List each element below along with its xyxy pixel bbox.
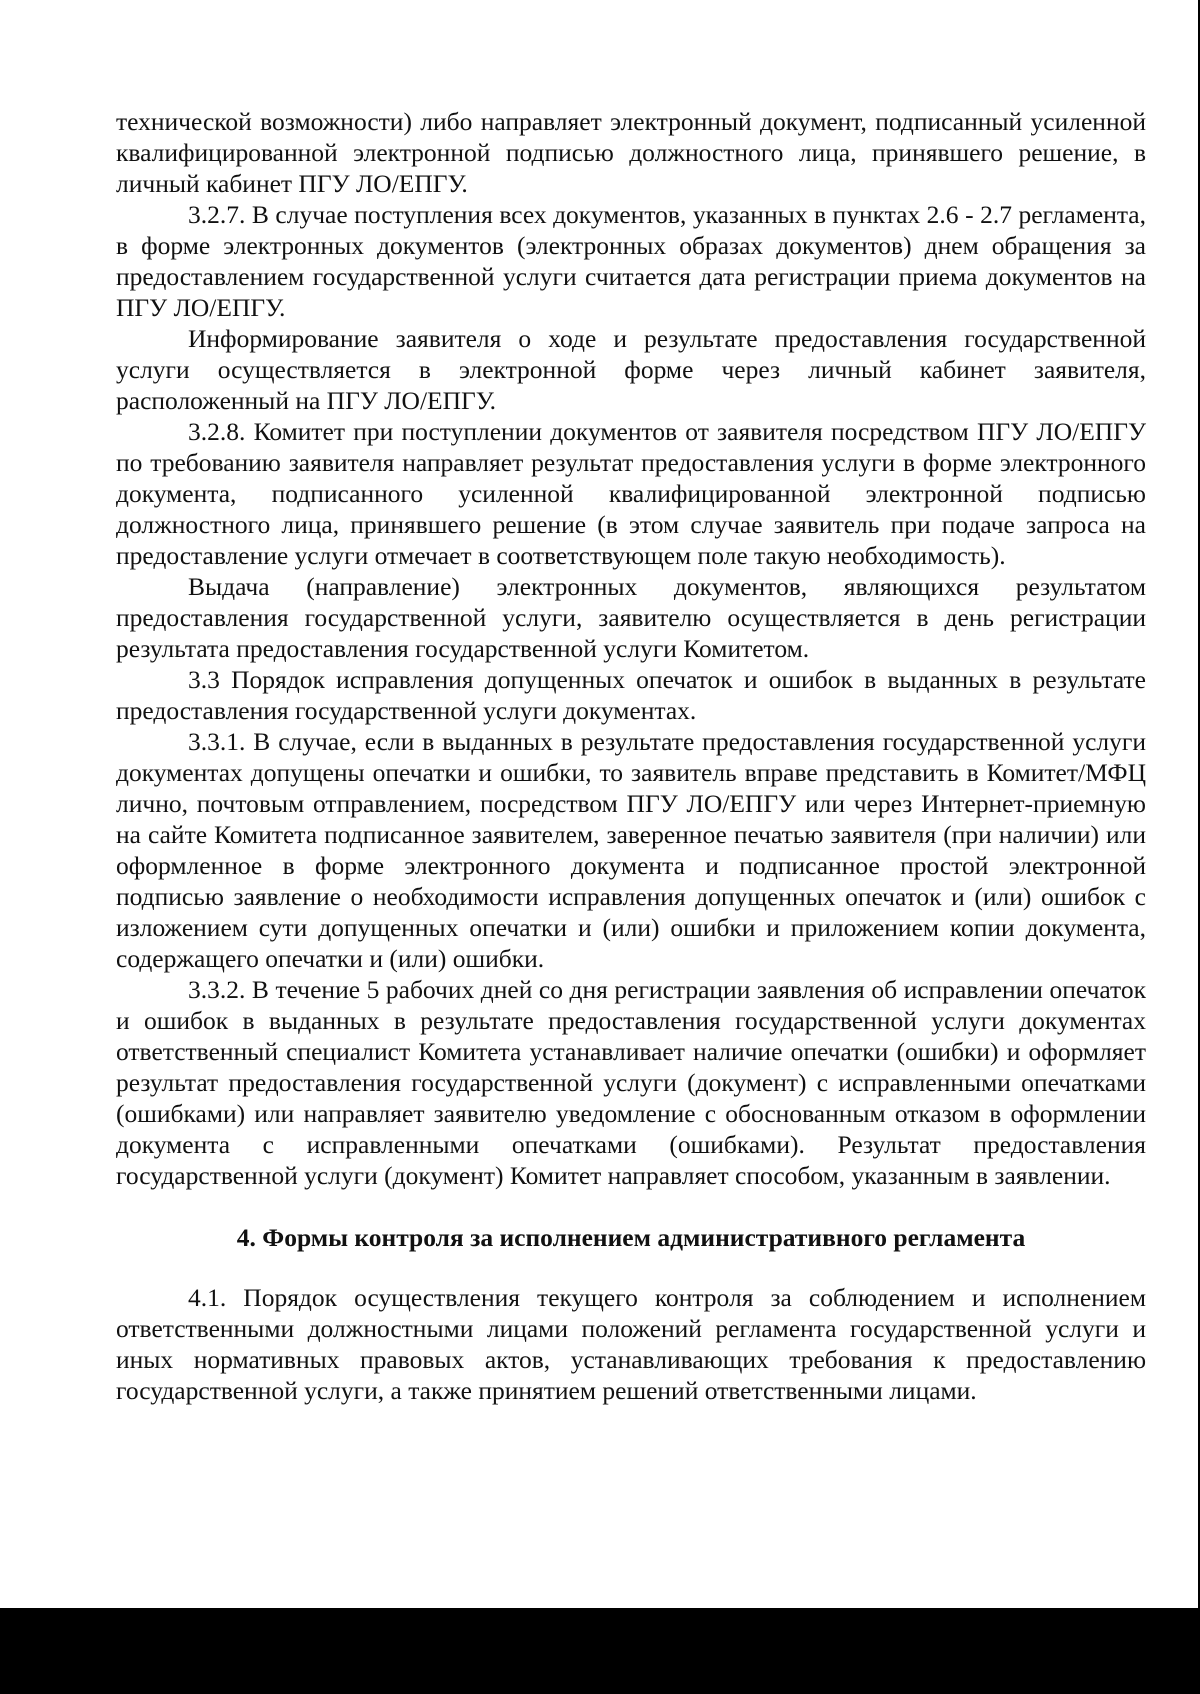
paragraph-3-3: 3.3 Порядок исправления допущенных опечаток и ошибок в выданных в результате предоставления государственной услуги документах. — [116, 665, 1146, 725]
document-body — [116, 106, 1146, 1406]
paragraph-3-3-2: 3.3.2. В течение 5 рабочих дней со дня регистрации заявления об исправлении опечаток и ошибок в выданных в результате предоставления государственной услуги документах ответственный специалист Комитета устанавливает наличие опечатки (ошибки) и оформляет результат предоставления государственной услуги (документ) с исправленными опечатками (ошибками) или направляет заявителю уведомление с обоснованным отказом в оформлении документа с исправленными опечатками (ошибками). Результат предоставления государственной услуги (документ) Комитет направляет способом, указанным в заявлении. — [116, 975, 1146, 1190]
paragraph-3-2-7: 3.2.7. В случае поступления всех документов, указанных в пунктах 2.6 - 2.7 регламента, в форме электронных документов (электронных образах документов) днем обращения за предоставлением государственной услуги считается дата регистрации приема документов на ПГУ ЛО/ЕПГУ. — [116, 200, 1146, 322]
paragraph-4-1: 4.1. Порядок осуществления текущего контроля за соблюдением и исполнением ответственными должностными лицами положений регламента государственной услуги и иных нормативных правовых актов, устанавливающих требования к предоставлению государственной услуги, а также принятием решений ответственными лицами. — [116, 1283, 1146, 1405]
section-heading: 4. Формы контроля за исполнением административного регламента — [236, 1223, 1026, 1252]
paragraph-3-3-1: 3.3.1. В случае, если в выданных в результате предоставления государственной услуги документах допущены опечатки и ошибки, то заявитель вправе представить в Комитет/МФЦ лично, почтовым отправлением, посредством ПГУ ЛО/ЕПГУ или через Интернет-приемную на сайте Комитета подписанное заявителем, заверенное печатью заявителя (при наличии) или оформленное в форме электронного документа и подписанное простой электронной подписью заявление о необходимости исправления допущенных опечаток и (или) ошибок с изложением сути допущенных опечатки и (или) ошибки и приложением копии документа, содержащего опечатки и (или) ошибки. — [116, 727, 1146, 973]
paragraph-informing: Информирование заявителя о ходе и результате предоставления государственной услуги осуществляется в электронной форме через личный кабинет заявителя, расположенный на ПГУ ЛО/ЕПГУ. — [116, 324, 1146, 415]
paragraph-3-2-8: 3.2.8. Комитет при поступлении документов от заявителя посредством ПГУ ЛО/ЕПГУ по требованию заявителя направляет результат предоставления услуги в форме электронного документа, подписанного усиленной квалифицированной электронной подписью должностного лица, принявшего решение (в этом случае заявитель при подаче запроса на предоставление услуги отмечает в соответствующем поле такую необходимость). — [116, 417, 1146, 570]
paragraph-issuance: Выдача (направление) электронных документов, являющихся результатом предоставления государственной услуги, заявителю осуществляется в день регистрации результата предоставления государственной услуги Комитетом. — [116, 572, 1146, 663]
paragraph-continuation: технической возможности) либо направляет электронный документ, подписанный усиленной квалифицированной электронной подписью должностного лица, принявшего решение, в личный кабинет ПГУ ЛО/ЕПГУ. — [116, 107, 1146, 198]
scan-bottom-border — [0, 1608, 1200, 1694]
